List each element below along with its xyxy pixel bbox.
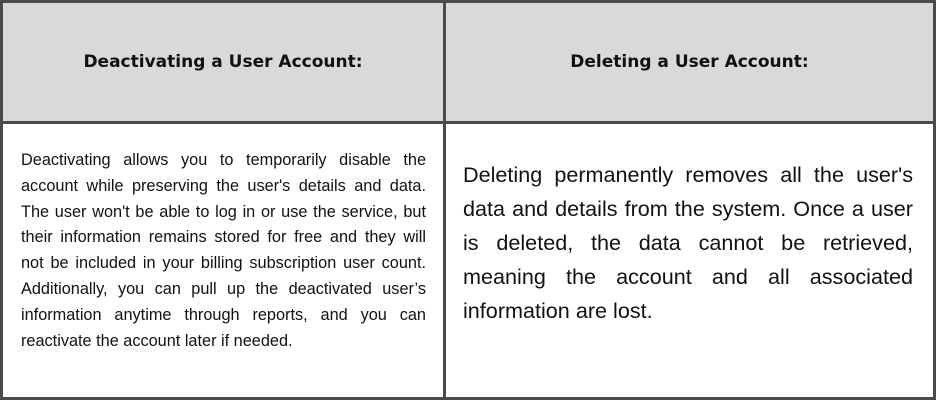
header-cell-deactivating <box>3 3 446 124</box>
header-deactivating: Deactivating a User Account: <box>83 52 363 72</box>
body-cell-deactivating <box>3 124 446 397</box>
header-cell-deleting <box>446 3 933 124</box>
deactivating-description: Deactivating allows you to temporarily disable the account while preserving the user's details and data. The user won't be able to log in or use the service, but their information remains stored for free and they will not be included in your billing subscription user count. Additionally, you can pull up the deactivated user’s information anytime through reports, and you can reactivate the account later if needed. <box>21 151 426 350</box>
deleting-description: Deleting permanently removes all the user's data and details from the system. Once a user is deleted, the data cannot be retrieved, meaning the account and all associated information are lost. <box>463 162 913 323</box>
body-cell-deleting <box>446 124 933 397</box>
header-deleting: Deleting a User Account: <box>570 52 809 72</box>
